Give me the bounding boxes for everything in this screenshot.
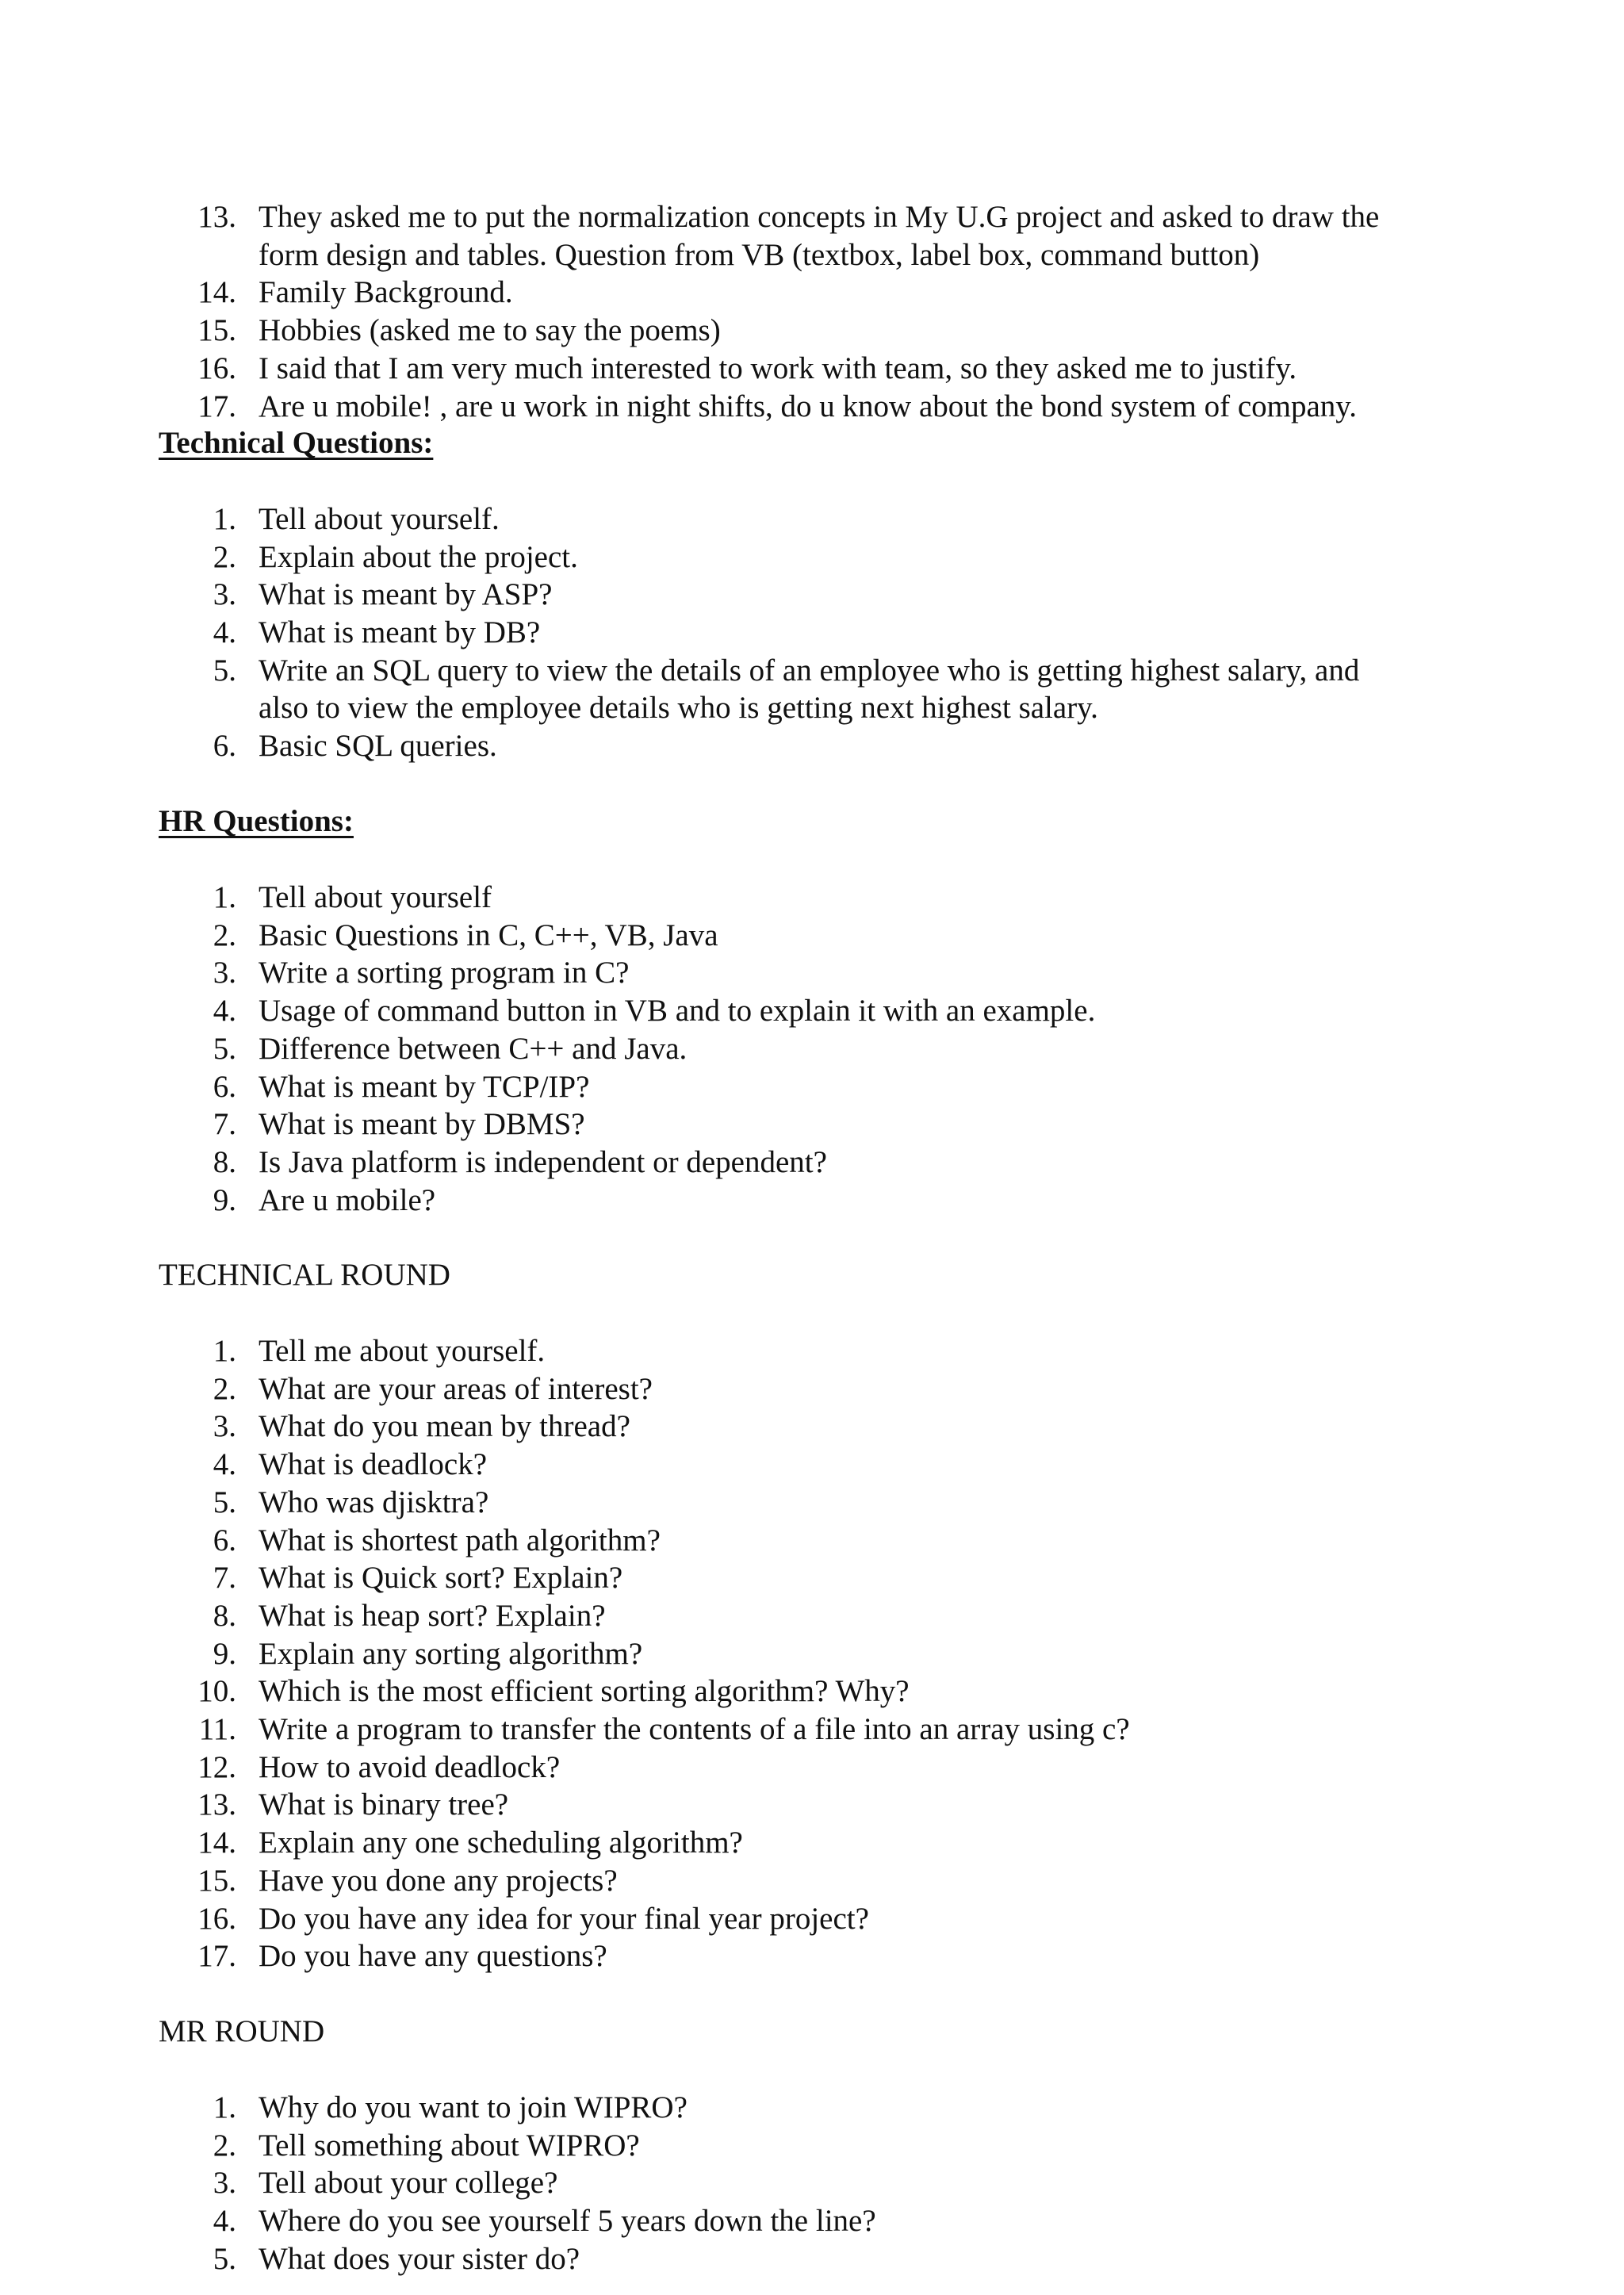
list-item-number: 5. (213, 2241, 236, 2276)
list-item-text: What is Quick sort? Explain? (259, 1561, 623, 1596)
list-item-number: 14. (197, 275, 236, 310)
list-item-text: Write a program to transfer the contents of a file into an array using c? (259, 1712, 1130, 1746)
list-item-number: 15. (197, 313, 236, 348)
list-item-text: Do you have any questions? (259, 1939, 607, 1974)
list-item-text: Where do you see yourself 5 years down the line? (259, 2204, 876, 2239)
list-item-text: Write an SQL query to view the details of an employee who is getting highest salary, and (259, 653, 1360, 688)
list-item-number: 7. (213, 1107, 236, 1142)
list-item-text: Family Background. (259, 275, 513, 310)
list-item-number: 2. (213, 1371, 236, 1406)
list-item-text: They asked me to put the normalization concepts in My U.G project and asked to draw the (259, 200, 1380, 234)
list-item-number: 2. (213, 539, 236, 574)
list-item-number: 13. (197, 1787, 236, 1822)
list-item-text: What do you mean by thread? (259, 1409, 630, 1444)
list-item-number: 12. (197, 1749, 236, 1784)
list-item-text: Tell about your college? (259, 2166, 558, 2201)
list-item-text: How to avoid deadlock? (259, 1749, 561, 1784)
list-item-number: 1. (213, 1334, 236, 1368)
list-item-number: 6. (213, 729, 236, 764)
list-item-number: 6. (213, 1523, 236, 1557)
list-item-text: Write a sorting program in C? (259, 956, 630, 990)
list-item-text: Tell something about WIPRO? (259, 2128, 640, 2163)
list-item-text: What is meant by ASP? (259, 577, 553, 612)
list-item-number: 1. (213, 880, 236, 914)
list-item-text: Tell me about yourself. (259, 1334, 546, 1368)
list-item-number: 1. (213, 2090, 236, 2125)
list-item-text: form design and tables. Question from VB (textbox, label box, command button) (259, 237, 1260, 272)
technical-round-heading: TECHNICAL ROUND (159, 1258, 450, 1292)
list-item-text: Hobbies (asked me to say the poems) (259, 313, 721, 348)
list-item-number: 16. (197, 1901, 236, 1936)
list-item-text: Who was djisktra? (259, 1485, 489, 1519)
list-item-text: Difference between C++ and Java. (259, 1031, 688, 1066)
list-item-text: Explain any one scheduling algorithm? (259, 1826, 743, 1860)
list-item-number: 2. (213, 918, 236, 952)
list-item-text: Is Java platform is independent or dependent? (259, 1144, 827, 1179)
list-item-number: 3. (213, 956, 236, 990)
list-item-number: 16. (197, 351, 236, 385)
list-item-number: 1. (213, 502, 236, 536)
list-item-number: 5. (213, 1031, 236, 1066)
list-item-text: Are u mobile? (259, 1182, 436, 1217)
list-item-number: 9. (213, 1636, 236, 1671)
list-item-number: 15. (197, 1863, 236, 1898)
list-item-text: Do you have any idea for your final year project? (259, 1901, 869, 1936)
list-item-text: Explain about the project. (259, 539, 578, 574)
list-item-number: 9. (213, 1182, 236, 1217)
list-item-number: 3. (213, 2166, 236, 2201)
list-item-number: 11. (198, 1712, 236, 1746)
list-item-number: 8. (213, 1144, 236, 1179)
list-item-text: Usage of command button in VB and to explain it with an example. (259, 994, 1096, 1029)
list-item-number: 4. (213, 1447, 236, 1482)
list-item-text: Tell about yourself (259, 880, 492, 914)
list-item-text: What is meant by DBMS? (259, 1107, 585, 1142)
list-item-number: 13. (197, 200, 236, 234)
list-item-text: What does your sister do? (259, 2241, 580, 2276)
list-item-number: 8. (213, 1598, 236, 1633)
list-item-text: What is binary tree? (259, 1787, 509, 1822)
mr-round-heading: MR ROUND (159, 2014, 325, 2048)
list-item-number: 5. (213, 1485, 236, 1519)
list-item-number: 4. (213, 994, 236, 1029)
list-item-text: Have you done any projects? (259, 1863, 618, 1898)
list-item-number: 6. (213, 1069, 236, 1104)
list-item-number: 17. (197, 1939, 236, 1974)
list-item-text: What is deadlock? (259, 1447, 488, 1482)
list-item-text: What is meant by TCP/IP? (259, 1069, 590, 1104)
list-item-number: 3. (213, 577, 236, 612)
list-item-number: 2. (213, 2128, 236, 2163)
list-item-text: What is heap sort? Explain? (259, 1598, 606, 1633)
hr-questions-heading: HR Questions: (159, 804, 354, 838)
list-item-text: Why do you want to join WIPRO? (259, 2090, 688, 2125)
list-item-text: Tell about yourself. (259, 502, 500, 536)
list-item-text: What is shortest path algorithm? (259, 1523, 661, 1557)
list-item-number: 3. (213, 1409, 236, 1444)
list-item-number: 14. (197, 1826, 236, 1860)
technical-questions-heading: Technical Questions: (159, 426, 434, 460)
list-item-number: 4. (213, 2204, 236, 2239)
list-item-text: also to view the employee details who is getting next highest salary. (259, 691, 1098, 726)
list-item-number: 7. (213, 1561, 236, 1596)
list-item-number: 4. (213, 615, 236, 650)
list-item-text: What is meant by DB? (259, 615, 541, 650)
list-item-number: 5. (213, 653, 236, 688)
list-item-text: What are your areas of interest? (259, 1371, 653, 1406)
list-item-text: Basic Questions in C, C++, VB, Java (259, 918, 718, 952)
list-item-text: I said that I am very much interested to work with team, so they asked me to justify. (259, 351, 1297, 385)
list-item-text: Basic SQL queries. (259, 729, 497, 764)
list-item-text: Explain any sorting algorithm? (259, 1636, 643, 1671)
list-item-number: 10. (197, 1674, 236, 1709)
list-item-text: Which is the most efficient sorting algorithm? Why? (259, 1674, 910, 1709)
list-item-number: 17. (197, 389, 236, 423)
list-item-text: Are u mobile! , are u work in night shifts, do u know about the bond system of company. (259, 389, 1357, 423)
